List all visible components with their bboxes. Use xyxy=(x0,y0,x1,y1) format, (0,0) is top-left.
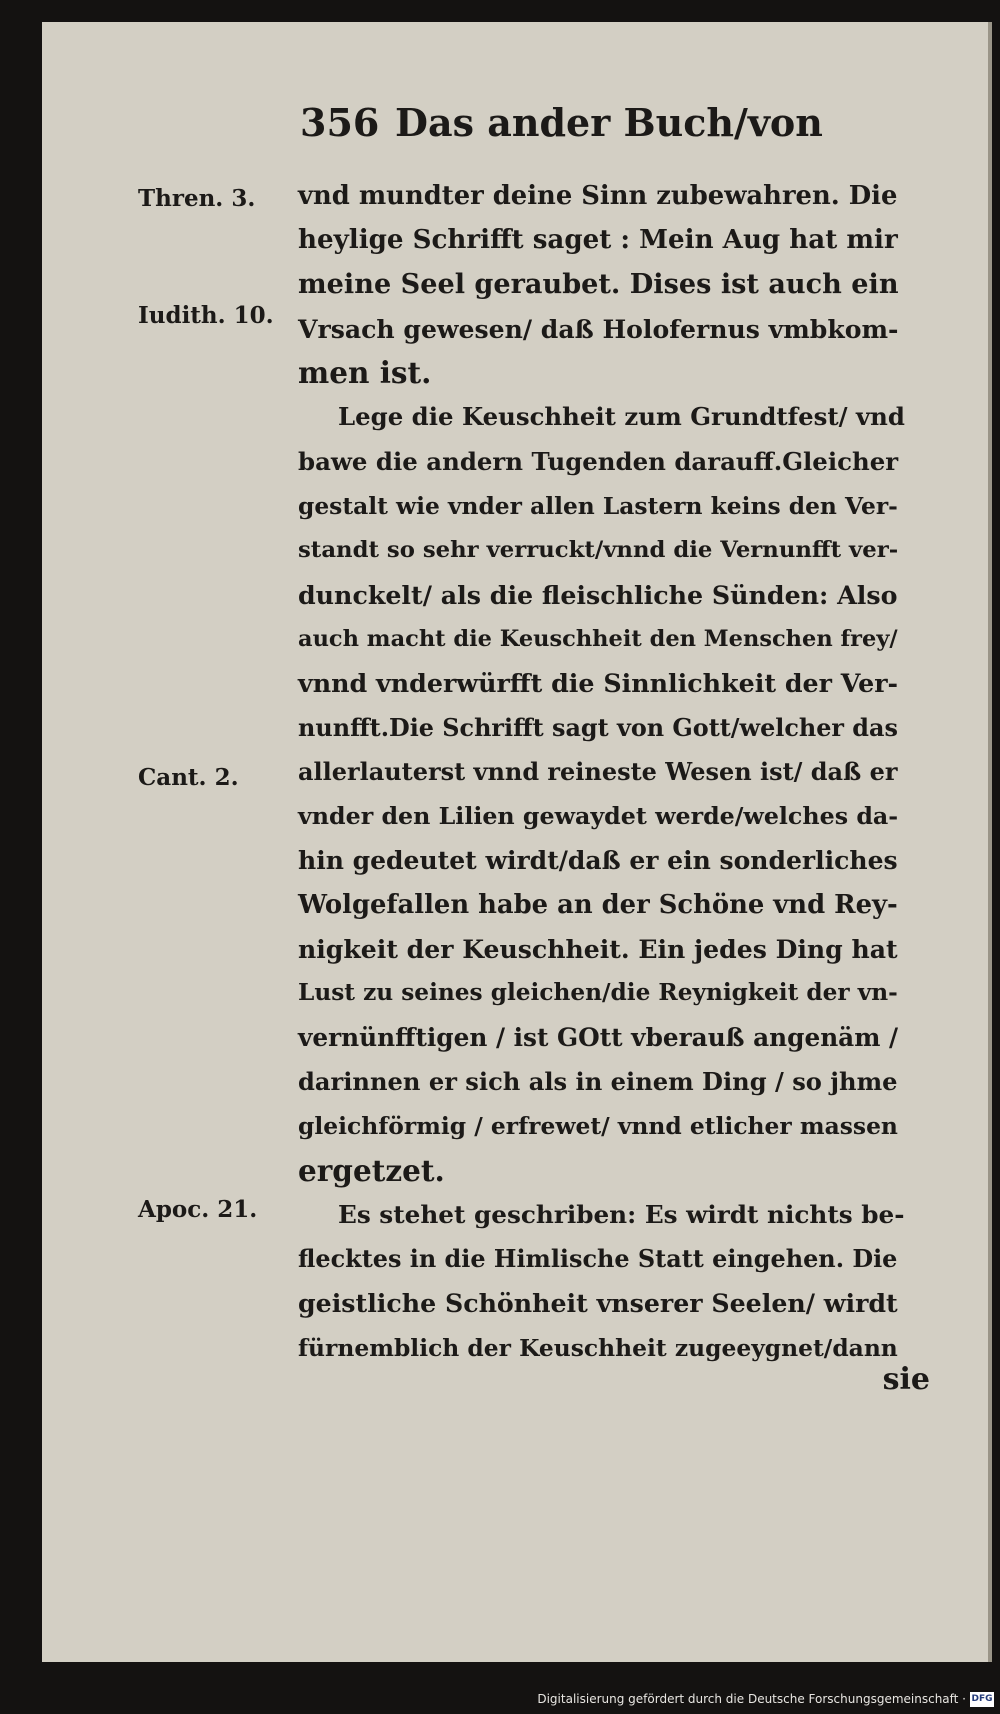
page-number: 356 xyxy=(300,100,380,145)
text-line: Wolgefallen habe an der Schöne vnd Rey- xyxy=(298,889,898,920)
margin-note-canticle: Cant. 2. xyxy=(138,764,239,791)
text-line: vnnd vnderwürfft die Sinnlichkeit der Ver- xyxy=(298,668,899,699)
text-line: hin gedeutet wirdt/daß er ein sonderliches xyxy=(298,845,898,876)
text-line: vernünfftigen / ist GOtt vberauß angenäm / xyxy=(298,1022,899,1052)
margin-note-apocalypse: Apoc. 21. xyxy=(138,1196,258,1223)
text-line: men ist. xyxy=(298,355,432,391)
digitization-credit: Digitalisierung gefördert durch die Deutsche Forschungsgemeinschaft · xyxy=(537,1692,966,1706)
text-line: gleichförmig / erfrewet/ vnnd etlicher massen xyxy=(298,1112,898,1141)
text-line: darinnen er sich als in einem Ding / so jhme xyxy=(298,1066,898,1096)
text-line: bawe die andern Tugenden darauff.Gleicher xyxy=(298,446,899,476)
text-line: meine Seel geraubet. Dises ist auch ein xyxy=(298,268,899,300)
margin-note-judith: Iudith. 10. xyxy=(138,302,274,329)
text-line: vnder den Lilien gewaydet werde/welches da- xyxy=(298,802,899,831)
text-line: gestalt wie vnder allen Lastern keins den Ver- xyxy=(298,492,898,521)
book-page xyxy=(42,22,992,1662)
text-line: nigkeit der Keuschheit. Ein jedes Ding hat xyxy=(298,934,898,965)
text-line: dunckelt/ als die fleischliche Sünden: Also xyxy=(298,579,898,610)
text-line: Lust zu seines gleichen/die Reynigkeit der vn- xyxy=(298,979,898,1007)
page-header xyxy=(300,100,900,160)
margin-note-threnody: Thren. 3. xyxy=(138,185,256,212)
running-title: Das ander Buch/von xyxy=(395,100,823,145)
text-line: flecktes in die Himlische Statt eingehen. Die xyxy=(298,1245,898,1274)
text-line: Vrsach gewesen/ daß Holofernus vmbkom- xyxy=(298,313,899,344)
text-line: heylige Schrifft saget : Mein Aug hat mir xyxy=(298,224,898,256)
text-line: fürnemblich der Keuschheit zugeeygnet/dann xyxy=(298,1333,898,1362)
body-text xyxy=(298,174,905,1370)
catchword: sie xyxy=(882,1362,930,1397)
text-line: Lege die Keuschheit zum Grundtfest/ vnd xyxy=(338,402,905,432)
text-line: ergetzet. xyxy=(298,1152,445,1188)
text-line: standt so sehr verruckt/vnnd die Vernunfft ver- xyxy=(298,537,899,564)
text-line: geistliche Schönheit vnserer Seelen/ wirdt xyxy=(298,1288,898,1319)
text-line: allerlauterst vnnd reineste Wesen ist/ daß er xyxy=(298,756,898,786)
text-line: nunfft.Die Schrifft sagt von Gott/welcher das xyxy=(298,713,898,742)
text-line: vnd mundter deine Sinn zubewahren. Die xyxy=(298,181,898,211)
text-line: Es stehet geschriben: Es wirdt nichts be- xyxy=(338,1199,905,1229)
dfg-logo-icon: DFG xyxy=(970,1692,994,1707)
text-line: auch macht die Keuschheit den Menschen frey/ xyxy=(298,625,898,652)
